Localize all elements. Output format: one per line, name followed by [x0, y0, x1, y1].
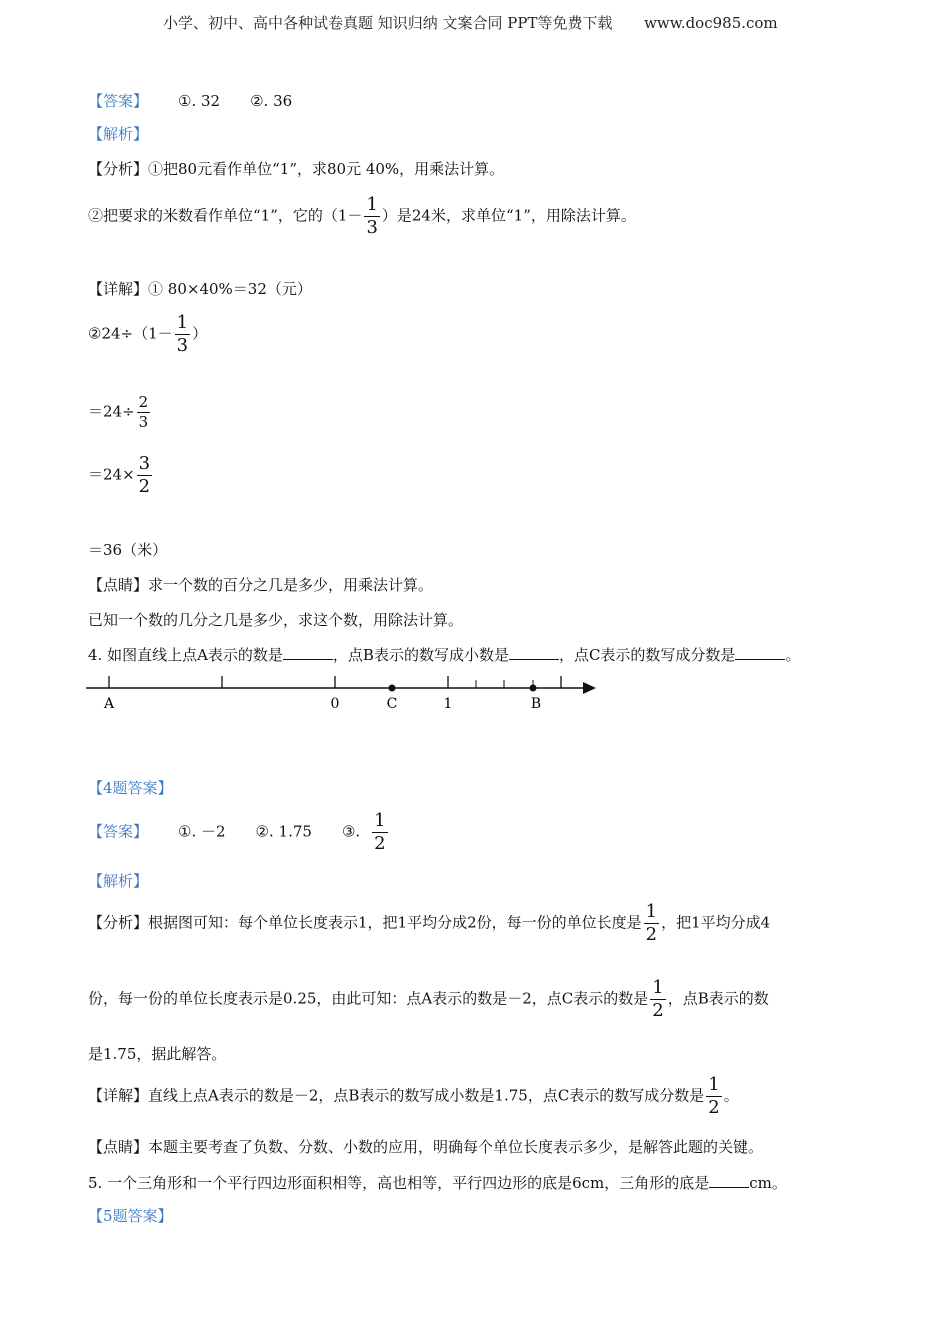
- dianjing-text-1: 求一个数的百分之几是多少，用乘法计算。: [148, 576, 434, 594]
- dianjing-tag: 【点睛】: [88, 576, 149, 594]
- fraction-numerator: 2: [138, 393, 149, 411]
- step1-text-a: ②24÷（1－: [88, 324, 173, 343]
- fraction-one-half-2: [644, 903, 659, 944]
- q4-fenxi-line2: [88, 979, 769, 1020]
- q5-text-b: cm。: [749, 1174, 787, 1192]
- answer-1: ①. －2: [178, 822, 226, 841]
- q4-text-d: 。: [785, 646, 801, 664]
- xiangjie-tag: 【详解】: [88, 280, 149, 298]
- fenxi-text-2b: ）是24米，求单位“1”，用除法计算。: [381, 206, 636, 225]
- fraction-two-thirds: [137, 395, 151, 430]
- q5-question: [88, 1173, 787, 1192]
- q4-answer-line: [88, 812, 390, 853]
- fraction-denominator: 2: [645, 924, 658, 945]
- answer-3: ③.: [341, 822, 361, 841]
- fraction-three-halves: [137, 455, 152, 496]
- fenxi-text-1: ①把80元看作单位“1”，求80元 40%，用乘法计算。: [148, 160, 505, 178]
- label-b: B: [530, 696, 542, 712]
- xiangjie-tag: 【详解】: [88, 1086, 149, 1105]
- q3-step1: [88, 314, 207, 355]
- header-site-link[interactable]: www.doc985.com: [644, 14, 778, 32]
- step3-text: ＝24×: [88, 465, 135, 484]
- point-c-dot: [389, 685, 396, 692]
- fraction-numerator: 1: [366, 194, 378, 215]
- answer-tag: 【答案】: [88, 822, 149, 841]
- analysis-tag: 【解析】: [88, 125, 149, 143]
- label-a: A: [103, 696, 115, 712]
- dianjing-text: 本题主要考查了负数、分数、小数的应用，明确每个单位长度表示多少，是解答此题的关键。: [148, 1138, 764, 1156]
- fenxi-text-1a: 根据图可知：每个单位长度表示1，把1平均分成2份，每一份的单位长度是: [148, 913, 642, 932]
- fraction-numerator: 3: [138, 453, 151, 474]
- q3-fenxi-line1: [88, 160, 504, 178]
- answer-2: ②. 1.75: [255, 822, 312, 841]
- q4-question: [88, 645, 800, 664]
- fenxi-text-1b: ，把1平均分成4: [661, 913, 771, 932]
- point-b-dot: [530, 685, 537, 692]
- fraction-denominator: 2: [138, 476, 151, 497]
- q3-dianjing-line1: [88, 576, 433, 594]
- fraction-one-third: [364, 196, 379, 237]
- fenxi-text-2b: ，点B表示的数: [667, 989, 769, 1008]
- fraction-numerator: 1: [176, 312, 189, 333]
- fenxi-tag: 【分析】: [88, 160, 149, 178]
- dianjing-tag: 【点睛】: [88, 1138, 149, 1156]
- q3-xiangjie-line1: [88, 280, 312, 298]
- xiangjie-text-b: 。: [723, 1086, 739, 1105]
- number-line: [84, 672, 604, 716]
- q3-dianjing-line2: 已知一个数的几分之几是多少，求这个数，用除法计算。: [88, 611, 464, 629]
- answer-blank: [709, 1173, 749, 1188]
- q5-answer-header: 【5题答案】: [88, 1207, 173, 1225]
- answer-blank-b: [509, 645, 559, 660]
- fenxi-tag: 【分析】: [88, 913, 149, 932]
- fenxi-text-2a: ②把要求的米数看作单位“1”，它的（1－: [88, 206, 363, 225]
- page-header: [163, 14, 778, 32]
- answer-tag: 【答案】: [88, 92, 149, 110]
- fraction-one-half: [372, 812, 387, 853]
- fraction-numerator: 1: [645, 901, 658, 922]
- q4-fenxi-line3: 是1.75，据此解答。: [88, 1045, 227, 1063]
- q3-step3: [88, 455, 154, 496]
- q3-fenxi-line2: [88, 196, 636, 237]
- q3-step4: ＝36（米）: [88, 541, 168, 559]
- fraction-denominator: 2: [708, 1097, 720, 1118]
- fraction-one-half-4: [706, 1076, 721, 1117]
- header-text: 小学、初中、高中各种试卷真题 知识归纳 文案合同 PPT等免费下载: [163, 14, 613, 32]
- fraction-one-half-3: [650, 979, 665, 1020]
- step2-text: ＝24÷: [88, 402, 135, 421]
- q4-text-c: ，点C表示的数写成分数是: [558, 646, 736, 664]
- arrow-right-icon: [583, 682, 596, 694]
- fraction-numerator: 1: [374, 810, 386, 831]
- q4-text-b: ，点B表示的数写成小数是: [332, 646, 509, 664]
- fraction-numerator: 1: [652, 977, 664, 998]
- label-c: C: [386, 696, 398, 712]
- answer-blank-c: [735, 645, 785, 660]
- xiangjie-text-1: ① 80×40%＝32（元）: [148, 280, 312, 298]
- step1-text-b: ）: [192, 324, 208, 343]
- fenxi-text-2a: 份，每一份的单位长度表示是0.25，由此可知：点A表示的数是－2，点C表示的数是: [88, 989, 649, 1008]
- q3-step2: [88, 395, 152, 430]
- fraction-denominator: 3: [176, 335, 189, 356]
- label-one: 1: [443, 696, 453, 712]
- xiangjie-text-a: 直线上点A表示的数是－2，点B表示的数写成小数是1.75，点C表示的数写成分数是: [148, 1086, 705, 1105]
- fraction-numerator: 1: [708, 1074, 720, 1095]
- fraction-denominator: 2: [652, 1000, 664, 1021]
- q5-text-a: 5. 一个三角形和一个平行四边形面积相等，高也相等，平行四边形的底是6cm，三角形的底是: [88, 1174, 710, 1192]
- q4-dianjing-line: [88, 1138, 763, 1156]
- label-zero: 0: [330, 696, 340, 712]
- q4-analysis-tag: 【解析】: [88, 872, 149, 890]
- q4-xiangjie-line: [88, 1076, 739, 1117]
- answer-blank-a: [283, 645, 333, 660]
- fraction-denominator: 3: [366, 217, 378, 238]
- fraction-denominator: 3: [138, 413, 149, 431]
- answer-1: ①. 32: [178, 92, 221, 110]
- q3-answer-line: [88, 92, 292, 110]
- fraction-denominator: 2: [374, 833, 386, 854]
- answer-2: ②. 36: [250, 92, 293, 110]
- q4-text-a: 4. 如图直线上点A表示的数是: [88, 646, 283, 664]
- q4-fenxi-line1: [88, 903, 770, 944]
- q4-answer-header: 【4题答案】: [88, 779, 173, 797]
- fraction-one-third-2: [175, 314, 190, 355]
